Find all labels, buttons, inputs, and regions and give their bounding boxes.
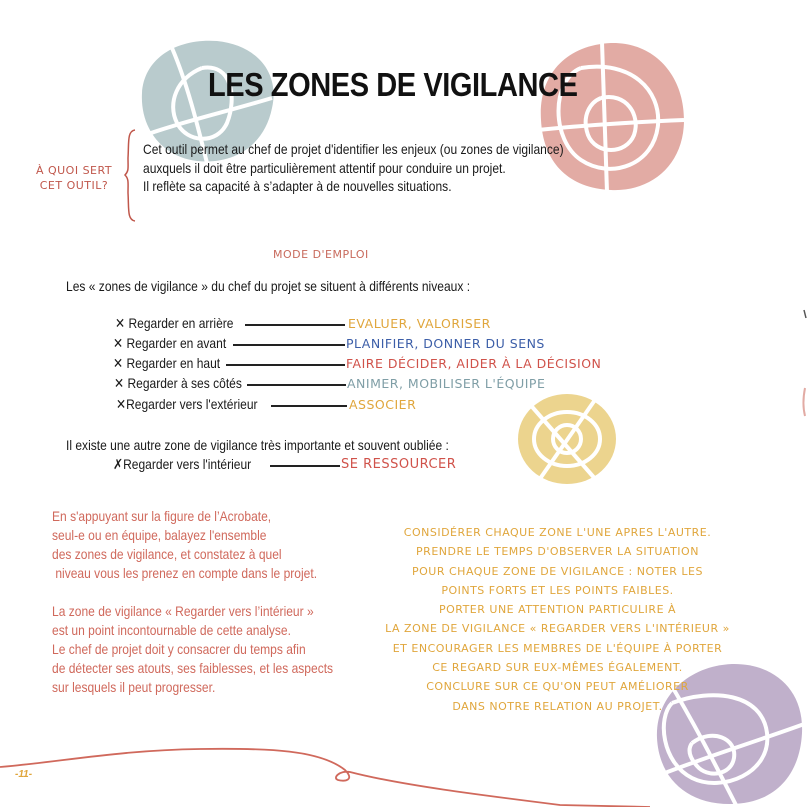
level-label: ✕ Regarder en haut	[113, 355, 221, 371]
text-line: La zone de vigilance « Regarder vers l’intérieur »	[52, 603, 314, 619]
level-row	[113, 355, 613, 375]
level-action: SE RESSOURCER	[341, 457, 457, 472]
text-line: PRENDRE LE TEMPS D'OBSERVER LA SITUATION	[416, 545, 699, 559]
level-row	[113, 335, 545, 355]
cross-icon: ✕	[114, 375, 125, 391]
other-zone-intro: Il existe une autre zone de vigilance très importante et souvent oubliée :	[66, 437, 449, 453]
level-row	[116, 396, 456, 416]
brace-icon	[122, 128, 138, 223]
connector-line	[247, 384, 346, 386]
text-line: LA ZONE DE VIGILANCE « REGARDER VERS L'INTÉRIEUR »	[385, 622, 730, 636]
level-label: ✕ Regarder à ses côtés	[114, 375, 242, 391]
level-row	[115, 315, 495, 335]
text-line: sur lesquels il peut progresser.	[52, 679, 216, 695]
cross-icon: ✕	[113, 355, 124, 371]
level-label: ✗Regarder vers l'intérieur	[113, 456, 252, 472]
inner-level-row	[113, 456, 473, 476]
cross-icon: ✕	[113, 335, 124, 351]
text-line: est un point incontournable de cette analyse.	[52, 622, 291, 638]
level-action: EVALUER, VALORISER	[348, 316, 491, 331]
page-title: LES ZONES DE VIGILANCE	[208, 66, 578, 103]
text-line: POINTS FORTS ET LES POINTS FAIBLES.	[441, 583, 674, 597]
intro-line: Cet outil permet au chef de projet d'identifier les enjeux (ou zones de vigilance)	[143, 141, 564, 157]
text-line: En s'appuyant sur la figure de l’Acrobate,	[52, 508, 272, 524]
text-line: DANS NOTRE RELATION AU PROJET.	[452, 699, 663, 713]
target-yellow-icon	[517, 393, 617, 485]
connector-line	[226, 364, 345, 366]
text-line: PORTER UNE ATTENTION PARTICULIRE À	[438, 603, 677, 617]
text-line: CE REGARD SUR EUX-MÊMES ÉGALEMENT.	[432, 661, 683, 675]
connector-line	[270, 465, 340, 467]
text-line: POUR CHAQUE ZONE DE VIGILANCE : NOTER LES	[412, 564, 703, 578]
connector-line	[233, 344, 345, 346]
page-number: -11-	[15, 769, 33, 780]
level-action: PLANIFIER, DONNER DU SENS	[346, 336, 545, 351]
intro-line: Il reflète sa capacité à s’adapter à de nouvelles situations.	[143, 178, 452, 194]
level-label: ✕Regarder vers l'extérieur	[116, 396, 258, 412]
cross-icon: ✗	[113, 456, 124, 472]
connector-line	[245, 324, 345, 326]
side-question-line: CET OUTIL?	[39, 179, 109, 192]
right-instructions	[345, 523, 770, 716]
levels-intro: Les « zones de vigilance » du chef du projet se situent à différents niveaux :	[66, 278, 471, 294]
text-line	[52, 583, 333, 602]
cross-icon: ✕	[115, 315, 126, 331]
level-label: ✕ Regarder en avant	[113, 335, 227, 351]
text-line: de détecter ses atouts, ses faiblesses, et les aspects	[52, 660, 334, 676]
cross-icon: ✕	[116, 396, 127, 412]
connector-line	[271, 405, 347, 407]
intro-line: auxquels il doit être particulièrement attentif pour conduire un projet.	[143, 159, 506, 176]
level-action: ASSOCIER	[349, 397, 417, 412]
text-line: Le chef de projet doit y consacrer du temps afin	[52, 641, 306, 657]
level-action: FAIRE DÉCIDER, AIDER À LA DÉCISION	[346, 356, 602, 371]
left-instructions	[52, 507, 333, 697]
text-line: CONSIDÉRER CHAQUE ZONE L'UNE APRES L'AUTRE.	[403, 526, 712, 539]
text-line: niveau vous les prenez en compte dans le projet.	[52, 565, 318, 581]
text-line: ET ENCOURAGER LES MEMBRES DE L'ÉQUIPE À PORTER	[392, 641, 723, 655]
level-row	[114, 375, 564, 395]
level-label: ✕ Regarder en arrière	[115, 315, 234, 331]
side-question-line: À QUOI SERT	[35, 164, 113, 177]
text-line: CONCLURE SUR CE QU'ON PEUT AMÉLIORER	[426, 680, 689, 694]
intro-paragraph	[143, 140, 564, 196]
edge-mark-icon	[800, 308, 807, 418]
wavy-divider	[0, 740, 650, 807]
side-question	[30, 163, 118, 193]
mode-heading: MODE D'EMPLOI	[273, 248, 369, 261]
level-action: ANIMER, MOBILISER L'ÉQUIPE	[347, 376, 546, 391]
text-line: seul-e ou en équipe, balayez l'ensemble	[52, 527, 267, 543]
text-line: des zones de vigilance, et constatez à quel	[52, 546, 282, 562]
